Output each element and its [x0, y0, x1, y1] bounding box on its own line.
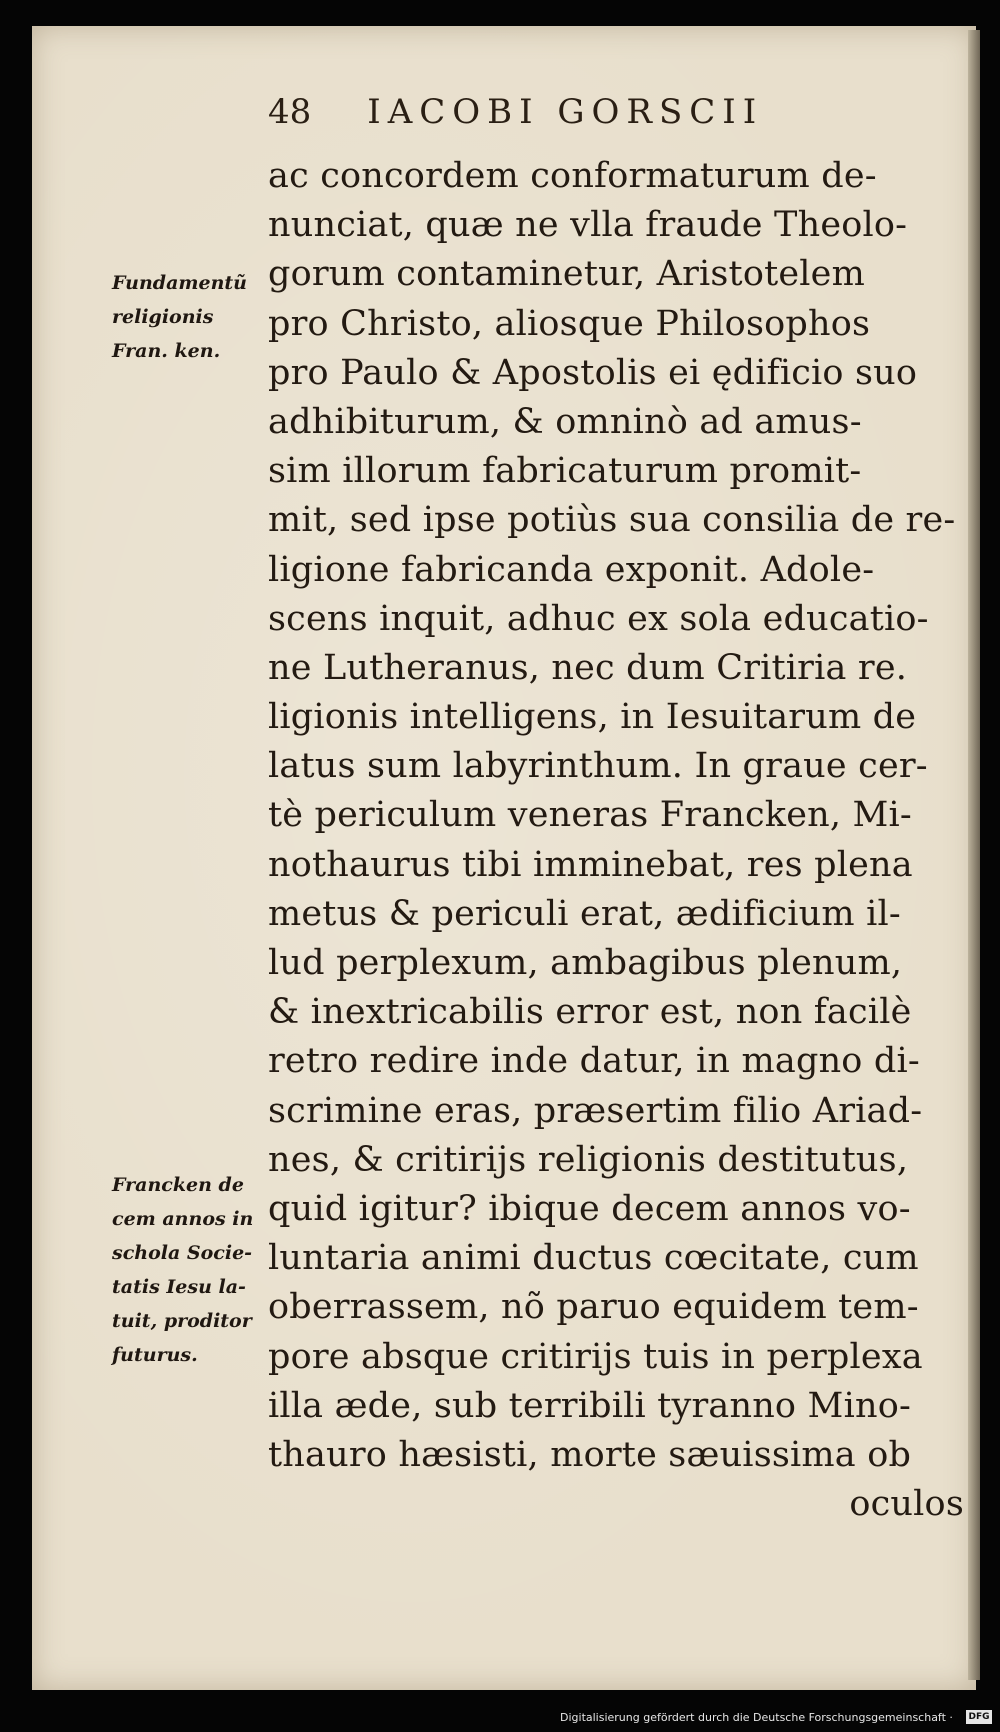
- margin-note-line: tatis Iesu la-: [112, 1276, 246, 1298]
- margin-note-francken: [112, 1168, 253, 1372]
- text-line: ac concordem conformaturum de-: [268, 156, 877, 196]
- text-line: pro Christo, aliosque Philosophos: [268, 303, 871, 344]
- margin-note-line: Francken de: [112, 1174, 244, 1196]
- text-line: pore absque critirijs tuis in perplexa: [268, 1336, 923, 1377]
- text-line: ne Lutheranus, nec dum Critiria re.: [268, 647, 908, 688]
- main-text-block: [268, 152, 968, 1529]
- text-line: quid igitur? ibique decem annos vo-: [268, 1188, 911, 1229]
- text-line: scrimine eras, præsertim filio Ariad-: [268, 1090, 923, 1131]
- margin-note-line: cem annos in: [112, 1208, 254, 1230]
- text-line: ligione fabricanda exponit. Adole-: [268, 549, 875, 590]
- text-line: metus & periculi erat, ædificium il-: [268, 893, 901, 934]
- text-line: thauro hæsisti, morte sæuissima ob: [268, 1434, 912, 1475]
- text-line: retro redire inde datur, in magno di-: [268, 1041, 920, 1082]
- text-line: adhibiturum, & omninò ad amus-: [268, 401, 862, 442]
- text-line: mit, sed ipse potiùs sua consilia de re-: [268, 500, 956, 541]
- text-line: sim illorum fabricaturum promit-: [268, 451, 862, 492]
- digitization-credit: Digitalisierung gefördert durch die Deutsche Forschungsgemeinschaft ·: [560, 1711, 953, 1724]
- text-line: tè periculum veneras Francken, Mi-: [268, 795, 912, 836]
- running-title: IACOBI GORSCII: [367, 92, 764, 132]
- text-line: illa æde, sub terribili tyranno Mino-: [268, 1385, 912, 1426]
- text-line: lud perplexum, ambagibus plenum,: [268, 943, 903, 983]
- text-line: oberrassem, nõ paruo equidem tem-: [268, 1287, 919, 1328]
- margin-note-line: Fran. ken.: [112, 340, 221, 362]
- text-line: pro Paulo & Apostolis ei ędificio suo: [268, 352, 918, 393]
- text-line: scens inquit, adhuc ex sola educatio-: [268, 598, 929, 639]
- page-edge: [968, 30, 980, 1680]
- page-number: 48: [268, 92, 312, 132]
- margin-note-line: religionis: [112, 306, 214, 328]
- margin-note-line: futurus.: [112, 1344, 198, 1366]
- dfg-logo: DFG: [966, 1710, 992, 1724]
- margin-note-line: schola Socie-: [112, 1242, 253, 1264]
- text-line: latus sum labyrinthum. In graue cer-: [268, 746, 928, 787]
- text-line: & inextricabilis error est, non facilè: [268, 992, 912, 1033]
- text-line: luntaria animi ductus cœcitate, cum: [268, 1238, 919, 1279]
- text-line: gorum contaminetur, Aristotelem: [268, 254, 865, 295]
- running-header: [268, 92, 763, 132]
- catchword: oculos: [849, 1484, 964, 1525]
- text-line: nes, & critirijs religionis destitutus,: [268, 1139, 909, 1180]
- margin-note-line: tuit, proditor: [112, 1310, 252, 1332]
- text-line: nothaurus tibi imminebat, res plena: [268, 844, 913, 885]
- text-line: nunciat, quæ ne vlla fraude Theolo-: [268, 205, 908, 246]
- margin-note-line: Fundamentũ: [112, 272, 247, 294]
- text-line: ligionis intelligens, in Iesuitarum de: [268, 697, 917, 738]
- margin-note-fundamentum: [112, 266, 247, 368]
